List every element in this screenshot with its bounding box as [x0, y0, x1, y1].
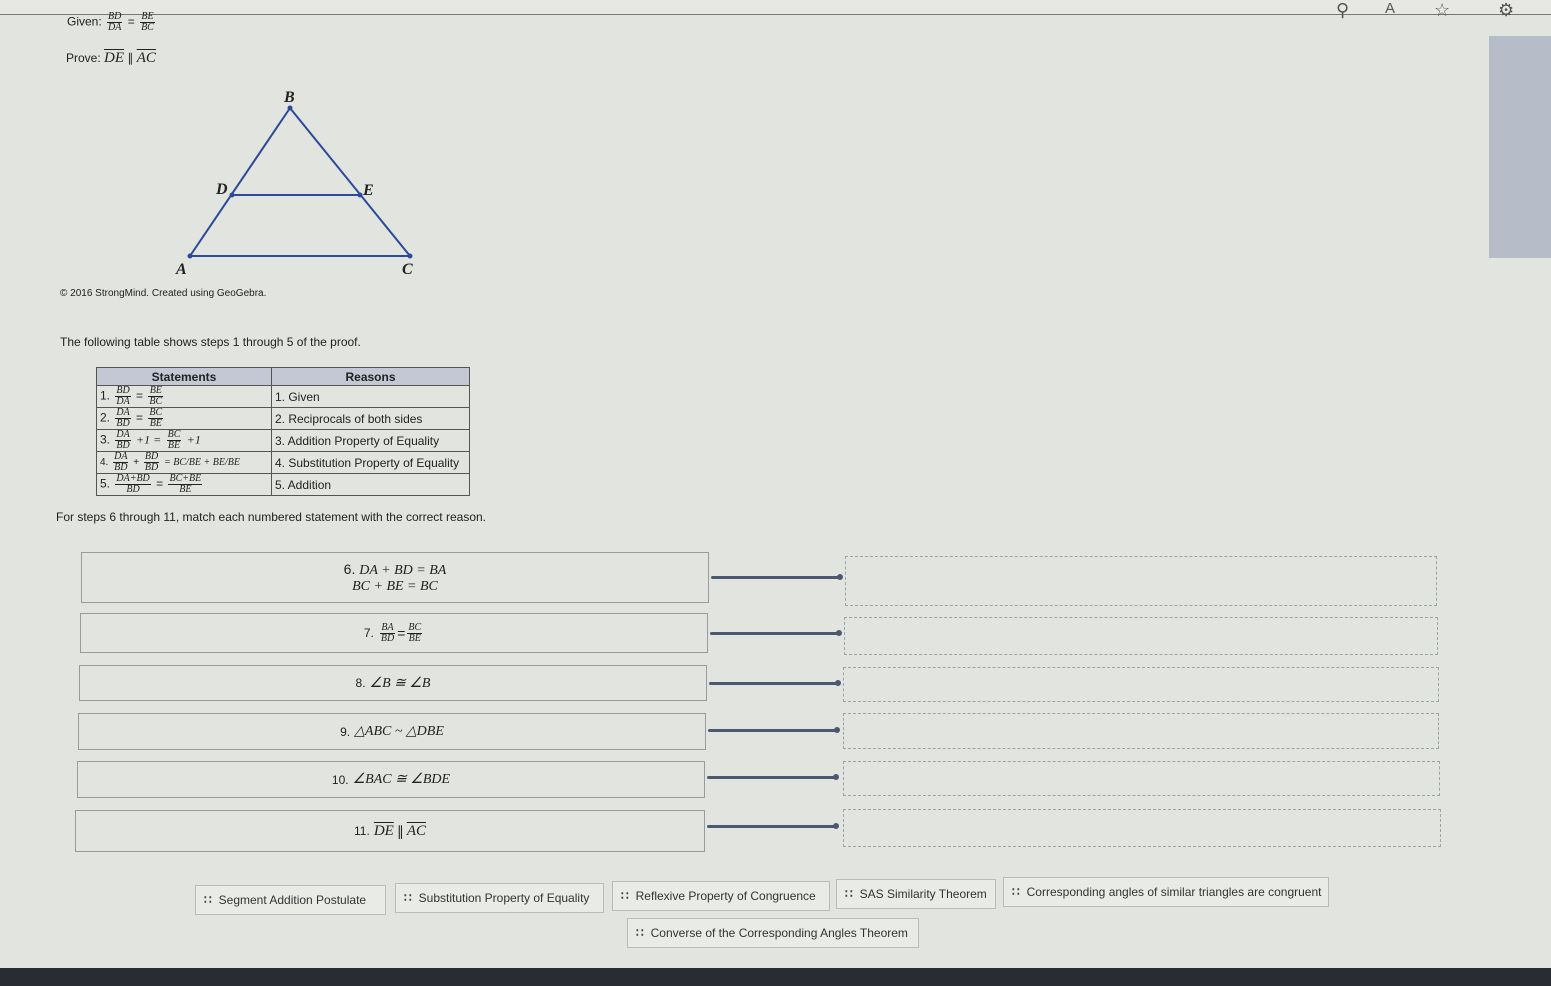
prove-segment-de: DE	[104, 50, 125, 66]
connector-line-6	[711, 576, 841, 579]
connector-dot-10[interactable]	[833, 774, 839, 780]
extensions-icon[interactable]: ⚙	[1498, 0, 1515, 20]
proof-table	[96, 367, 470, 496]
statement-7: 7. $\frac{BA}{BD}$ = $\frac{BC}{BE}$	[80, 613, 708, 653]
table-row	[97, 386, 470, 408]
reason-cell: 1. Given	[272, 386, 470, 408]
connector-line-8	[709, 682, 839, 685]
point-c	[408, 254, 413, 259]
reason-cell: 2. Reciprocals of both sides	[272, 408, 470, 430]
table-row	[97, 474, 470, 496]
drag-handle-icon[interactable]: ∷	[845, 887, 853, 901]
label-a: A	[176, 261, 187, 278]
reason-cell: 4. Substitution Property of Equality	[272, 452, 470, 474]
point-b	[288, 106, 293, 111]
drop-target-7[interactable]	[844, 617, 1438, 655]
connector-line-7	[710, 632, 840, 635]
label-c: C	[402, 261, 413, 278]
drag-handle-icon[interactable]: ∷	[636, 926, 644, 940]
parallel-symbol: ∥	[127, 51, 134, 65]
diagram-credit: © 2016 StrongMind. Created using GeoGebra.	[60, 288, 267, 299]
drop-target-8[interactable]	[843, 667, 1439, 702]
given-line	[67, 12, 157, 33]
drag-handle-icon[interactable]: ∷	[204, 893, 212, 907]
table-row	[97, 452, 470, 474]
label-e: E	[363, 182, 374, 199]
point-a	[188, 254, 193, 259]
browser-toolbar	[0, 0, 1551, 15]
given-label: Given:	[67, 14, 102, 29]
header-reasons: Reasons	[272, 368, 470, 386]
connector-line-9	[708, 729, 838, 732]
reason-cell: 5. Addition	[272, 474, 470, 496]
given-fraction-right: $\frac{BE}{BC}$	[141, 11, 154, 33]
drop-target-6[interactable]	[845, 556, 1437, 606]
connector-dot-9[interactable]	[834, 727, 840, 733]
drop-target-9[interactable]	[843, 713, 1439, 749]
statement-cell: 3. $\frac{DA}{BD}$ +1 = $\frac{BC}{BE}$ +1	[97, 430, 272, 452]
statement-6: 6. DA + BD = BA BC + BE = BC	[81, 552, 709, 603]
table-row	[97, 408, 470, 430]
reason-chip-segment-addition[interactable]: ∷ Segment Addition Postulate	[195, 885, 386, 915]
statement-cell: 2. $\frac{DA}{BD}$ = $\frac{BC}{BE}$	[97, 408, 272, 430]
connector-dot-6[interactable]	[837, 574, 843, 580]
connector-line-10	[707, 776, 837, 779]
statement-9: 9. △ABC ~ △DBE	[78, 713, 706, 750]
given-equals: =	[127, 14, 135, 29]
reason-cell: 3. Addition Property of Equality	[272, 430, 470, 452]
taskbar	[0, 968, 1551, 986]
favorite-star-icon[interactable]: ☆	[1434, 0, 1451, 20]
statement-cell: 4. $\frac{DA}{BD}$ + $\frac{BD}{BD}$ = BC/BE + BE/BE	[97, 452, 272, 474]
statement-10: 10. ∠BAC ≅ ∠BDE	[77, 761, 705, 798]
statement-11: 11. DE ∥ AC	[75, 810, 705, 852]
reason-chip-converse-corresponding[interactable]: ∷ Converse of the Corresponding Angles Theorem	[627, 918, 919, 948]
statement-cell: 5. $\frac{DA+BD}{BD}$ = $\frac{BC+BE}{BE}$	[97, 474, 272, 496]
connector-line-11	[707, 825, 837, 828]
connector-dot-11[interactable]	[833, 823, 839, 829]
prove-segment-ac: AC	[136, 50, 156, 66]
reason-chip-substitution[interactable]: ∷ Substitution Property of Equality	[395, 883, 604, 913]
given-fraction-left: $\frac{BD}{DA}$	[108, 11, 122, 33]
drag-handle-icon[interactable]: ∷	[1012, 885, 1020, 899]
connector-dot-8[interactable]	[835, 680, 841, 686]
side-panel-strip	[1489, 36, 1551, 258]
label-d: D	[216, 181, 228, 198]
point-d	[230, 193, 235, 198]
label-b: B	[284, 89, 295, 106]
drop-target-10[interactable]	[843, 761, 1440, 796]
table-row	[97, 430, 470, 452]
point-e	[358, 193, 363, 198]
triangle-diagram	[160, 80, 440, 285]
statement-8: 8. ∠B ≅ ∠B	[79, 665, 707, 701]
instructions-text: For steps 6 through 11, match each numbered statement with the correct reason.	[56, 510, 487, 524]
drop-target-11[interactable]	[843, 809, 1441, 847]
statement-cell: 1. $\frac{BD}{DA}$ = $\frac{BE}{BC}$	[97, 386, 272, 408]
drag-handle-icon[interactable]: ∷	[621, 889, 629, 903]
drag-handle-icon[interactable]: ∷	[404, 891, 412, 905]
reason-chip-sas-similarity[interactable]: ∷ SAS Similarity Theorem	[836, 879, 996, 909]
prove-label: Prove:	[66, 51, 101, 65]
intro-text: The following table shows steps 1 through 5 of the proof.	[60, 335, 361, 349]
header-statements: Statements	[97, 368, 272, 386]
prove-line	[66, 50, 156, 67]
read-aloud-icon[interactable]: A	[1385, 0, 1396, 17]
connector-dot-7[interactable]	[836, 630, 842, 636]
reason-chip-corresponding-angles[interactable]: ∷ Corresponding angles of similar triangles are congruent	[1003, 877, 1329, 907]
reason-chip-reflexive[interactable]: ∷ Reflexive Property of Congruence	[612, 881, 830, 911]
zoom-out-icon[interactable]: ⚲	[1336, 0, 1350, 20]
